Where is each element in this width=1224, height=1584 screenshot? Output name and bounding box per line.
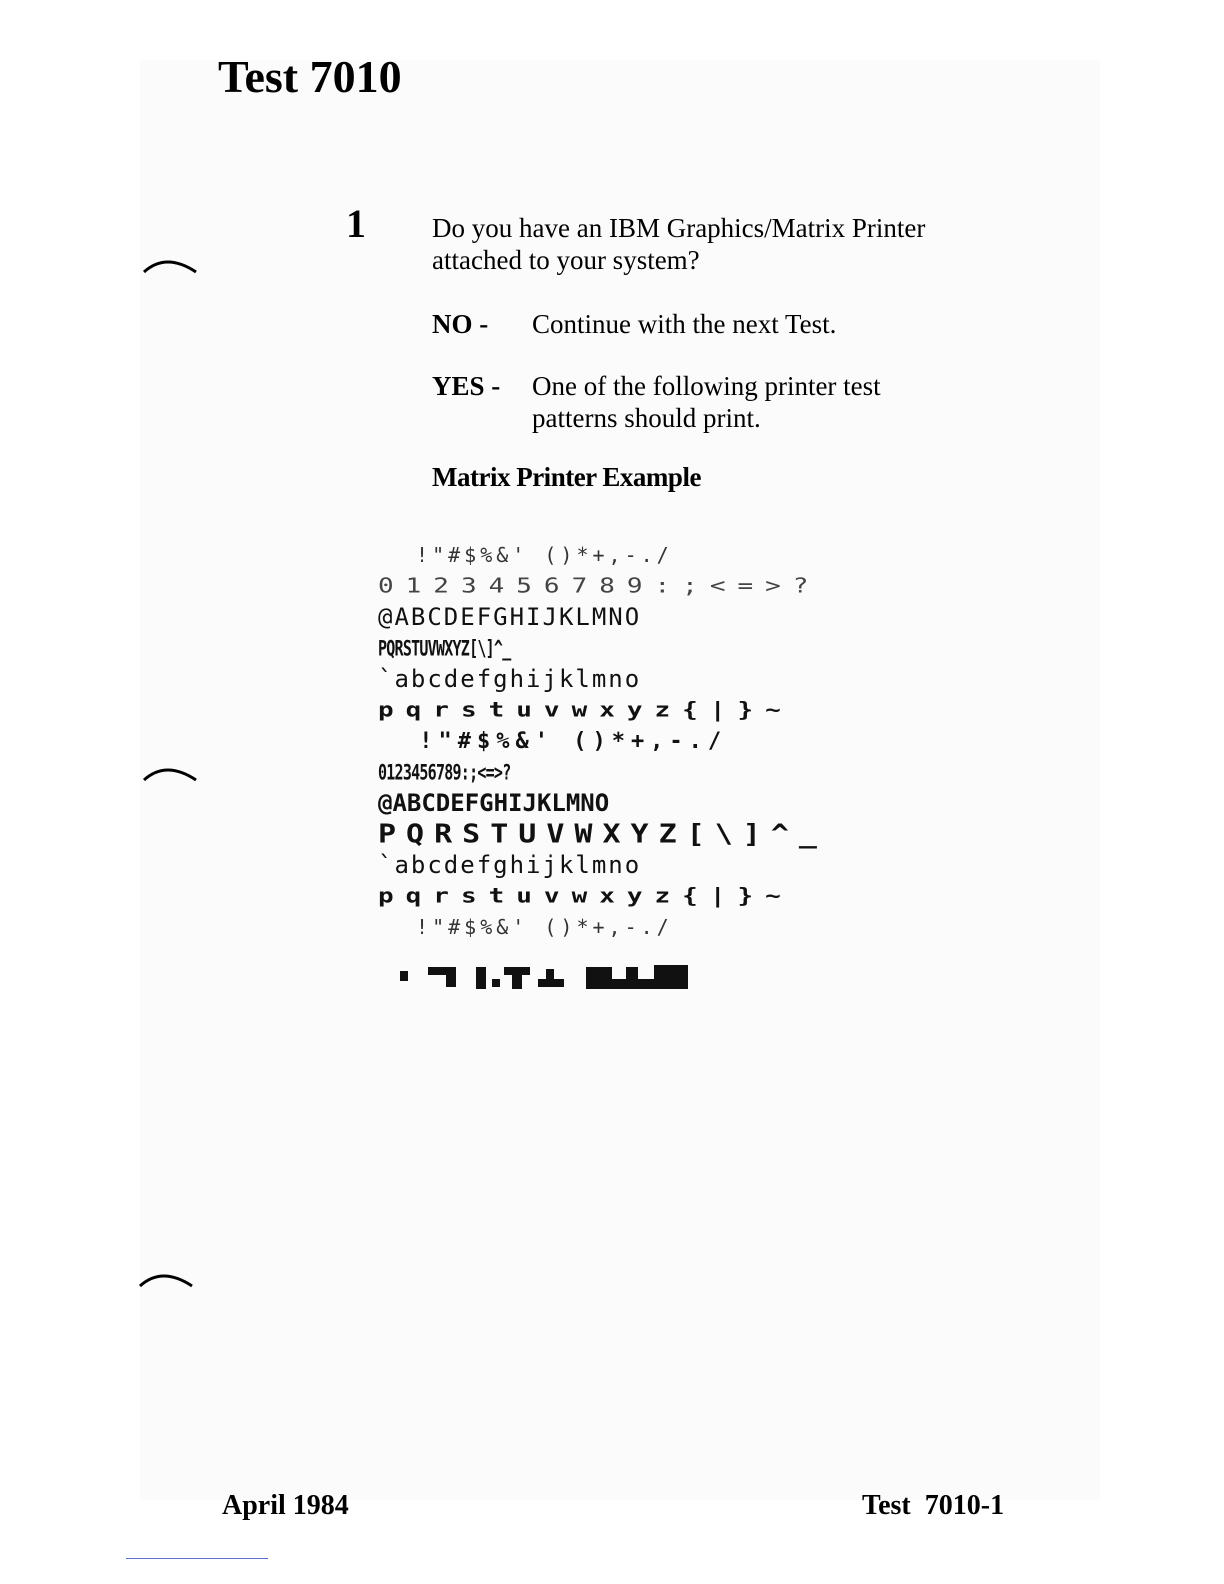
- print-line: !"#$%&' ()*+,-./: [400, 543, 673, 567]
- example-heading: Matrix Printer Example: [432, 462, 701, 492]
- print-line: PQRSTUVWXYZ[\]^_: [378, 819, 827, 850]
- step-number: 1: [346, 201, 366, 246]
- graphics-block-pattern: [398, 963, 698, 989]
- graphic-block: [512, 967, 522, 989]
- binder-hole-mark: [136, 1268, 196, 1294]
- print-line: 0123456789:;<=>?: [378, 574, 821, 599]
- print-line: `abcdefghijklmno: [378, 665, 642, 693]
- print-line: @ABCDEFGHIJKLMNO: [378, 603, 642, 631]
- graphic-block: [546, 969, 554, 987]
- answer-key: YES -: [432, 371, 501, 401]
- print-line: pqrstuvwxyz{|}~: [378, 698, 793, 723]
- footer-page-number: Test 7010-1: [862, 1490, 1005, 1521]
- footer-date: April 1984: [222, 1490, 349, 1521]
- page-title: Test 7010: [218, 51, 402, 102]
- print-line: 0123456789:;<=>?: [378, 759, 511, 785]
- graphic-block: [626, 967, 638, 989]
- step-question: Do you have an IBM Graphics/Matrix Printer attached to your system?: [432, 213, 926, 275]
- graphic-block: [654, 965, 688, 989]
- print-line: pqrstuvwxyz{|}~: [378, 884, 793, 909]
- graphic-block: [492, 979, 500, 987]
- bottom-rule: [126, 1558, 268, 1559]
- print-line: `abcdefghijklmno: [378, 851, 642, 879]
- answer-no: [432, 308, 837, 340]
- print-line: @ABCDEFGHIJKLMNO: [378, 789, 610, 817]
- answer-yes: [432, 370, 881, 433]
- binder-hole-mark: [140, 762, 200, 788]
- graphic-block: [446, 967, 456, 987]
- answer-text: Continue with the next Test.: [532, 309, 837, 339]
- answer-key: NO -: [432, 309, 489, 339]
- graphic-block: [554, 979, 564, 987]
- graphic-block: [608, 979, 628, 989]
- print-line: !"#$%&' ()*+,-./: [400, 729, 728, 754]
- graphic-block: [476, 967, 486, 989]
- answer-text: One of the following printer test patterns should print.: [532, 371, 881, 433]
- graphic-block: [538, 979, 546, 987]
- binder-hole-mark: [140, 254, 200, 280]
- print-line: PQRSTUVWXYZ[\]^_: [378, 635, 511, 661]
- graphic-block: [400, 971, 408, 981]
- print-line: !"#$%&' ()*+,-./: [400, 915, 673, 939]
- graphic-block: [638, 979, 654, 989]
- printer-test-pattern: [378, 540, 1018, 943]
